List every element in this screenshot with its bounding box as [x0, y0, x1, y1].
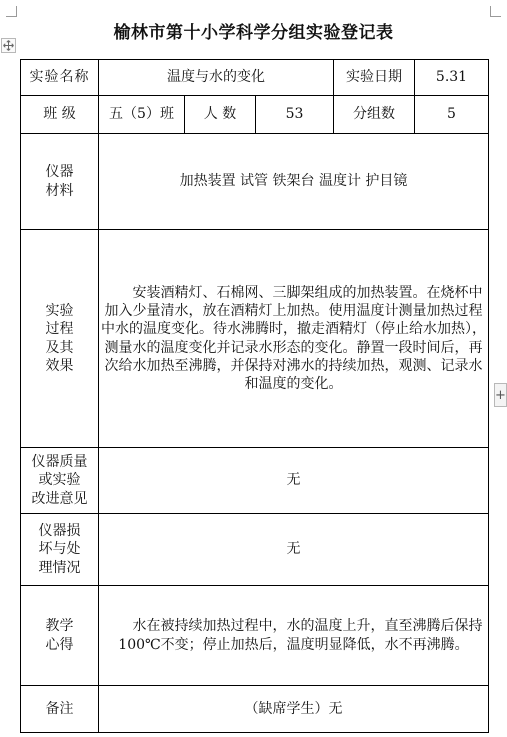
quality-label — [21, 448, 99, 514]
registration-table — [20, 59, 489, 733]
document-title: 榆林市第十小学科学分组实验登记表 — [113, 23, 394, 43]
row-damage — [21, 514, 489, 586]
class-value[interactable]: 五（5）班 — [99, 96, 185, 134]
damage-label-line: 仪器损 — [38, 523, 81, 540]
row-class-info — [21, 96, 489, 134]
quality-label-line: 或实验 — [38, 472, 81, 489]
headcount-label: 人 数 — [185, 96, 256, 134]
experiment-name-label: 实验名称 — [21, 60, 99, 96]
reflection-label-line: 心得 — [45, 636, 74, 653]
quality-value[interactable]: 无 — [99, 448, 489, 514]
experiment-date-value[interactable]: 5.31 — [415, 60, 489, 96]
remarks-label: 备注 — [21, 686, 99, 733]
process-label — [21, 230, 99, 448]
process-text: 安装酒精灯、石棉网、三脚架组成的加热装置。在烧杯中加入少量清水，放在酒精灯上加热。使用温度计测量加热过程中水的温度变化。待水沸腾时，撤走酒精灯（停止给水加热），测量水的温度变化并记录水形态的变化。静置一段时间后，再次给水加热至沸腾，并保持对沸水的持续加热，观测、记录水和温度的变化。 — [101, 284, 486, 392]
add-column-handle[interactable] — [494, 383, 507, 407]
damage-label-line: 坏与处 — [38, 541, 81, 558]
quality-label-line: 仪器质量 — [31, 454, 88, 471]
reflection-text: 水在被持续加热过程中，水的温度上升，直至沸腾后保持100℃不变；停止加热后，温度明显降低，水不再沸腾。 — [118, 618, 483, 653]
materials-label — [21, 134, 99, 230]
experiment-name-value[interactable]: 温度与水的变化 — [99, 60, 334, 96]
row-process — [21, 230, 489, 448]
quality-label-line: 改进意见 — [31, 490, 88, 507]
groups-value[interactable]: 5 — [415, 96, 489, 134]
process-label-line: 及其 — [45, 339, 74, 356]
row-reflection — [21, 586, 489, 686]
process-text-cell[interactable] — [99, 230, 489, 448]
reflection-text-cell[interactable] — [99, 586, 489, 686]
row-quality — [21, 448, 489, 514]
process-label-line: 实验 — [45, 303, 74, 320]
class-label: 班 级 — [21, 96, 99, 134]
reflection-label-line: 教学 — [45, 618, 74, 635]
process-label-line: 效果 — [45, 357, 74, 374]
materials-value[interactable]: 加热装置 试管 铁架台 温度计 护目镜 — [99, 134, 489, 230]
remarks-value[interactable]: （缺席学生）无 — [99, 686, 489, 733]
page-corner-mark — [6, 6, 17, 17]
materials-label-line: 仪器 — [45, 164, 74, 181]
row-materials — [21, 134, 489, 230]
reflection-label — [21, 586, 99, 686]
page-corner-mark — [490, 6, 501, 17]
damage-value[interactable]: 无 — [99, 514, 489, 586]
plus-icon: + — [495, 387, 506, 403]
damage-label-line: 理情况 — [38, 559, 81, 576]
headcount-value[interactable]: 53 — [256, 96, 334, 134]
row-experiment-name — [21, 60, 489, 96]
groups-label: 分组数 — [334, 96, 415, 134]
materials-label-line: 材料 — [45, 182, 74, 199]
damage-label — [21, 514, 99, 586]
experiment-date-label: 实验日期 — [334, 60, 415, 96]
row-remarks — [21, 686, 489, 733]
process-label-line: 过程 — [45, 321, 74, 338]
